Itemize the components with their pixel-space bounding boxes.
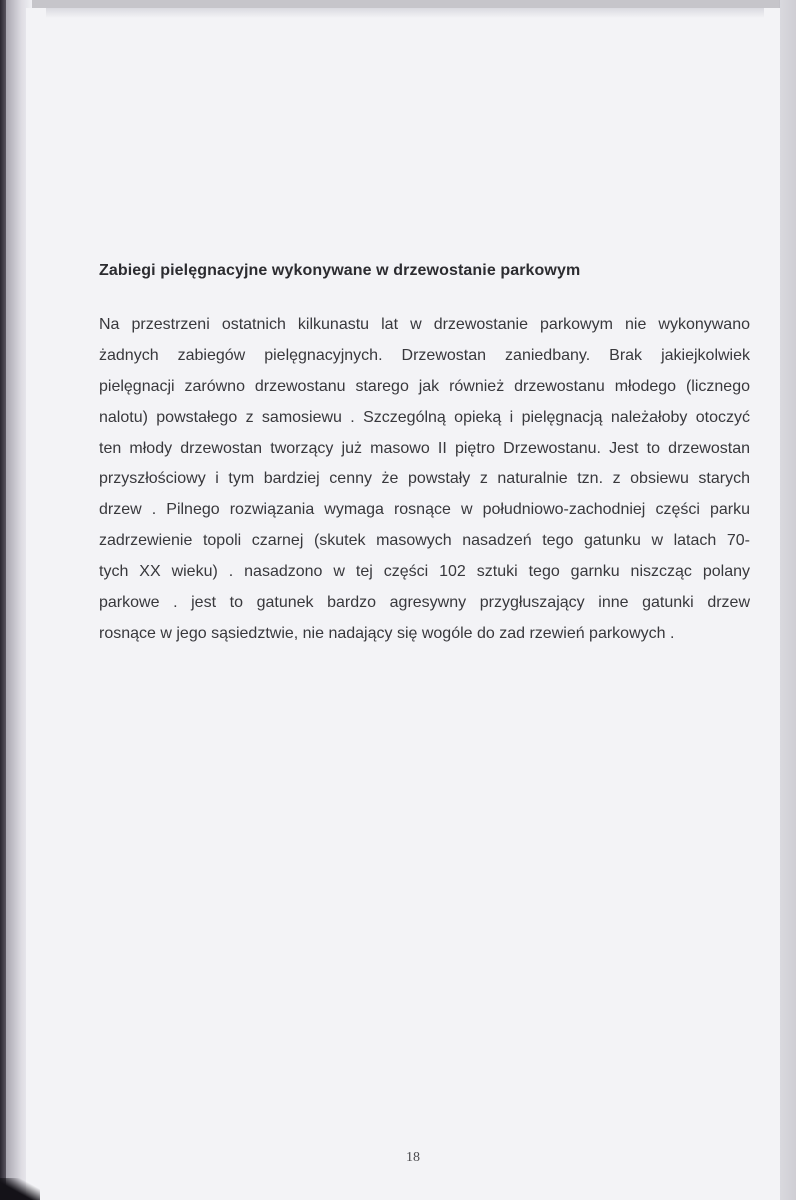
paragraph-line: ten młody drzewostan tworzący już masowo II piętro Drzewostanu. Jest to drzewostan [99,439,750,457]
page-edge-right [779,0,796,1200]
paragraph-line: tych XX wieku) . nasadzono w tej części 102 sztuki tego garnku niszcząc polany [99,563,750,581]
binding-corner [0,1178,40,1200]
section-heading: Zabiegi pielęgnacyjne wykonywane w drzewostanie parkowym [99,262,581,279]
paragraph-line: parkowe . jest to gatunek bardzo agresywny przygłuszający inne gatunki drzew [99,594,750,612]
paragraph-line: zadrzewienie topoli czarnej (skutek masowych nasadzeń tego gatunku w latach 70- [99,532,750,550]
page-number: 18 [406,1150,420,1165]
paragraph-line: przyszłościowy i tym bardziej cenny że powstały z naturalnie tzn. z obsiewu starych [99,470,750,488]
paragraph-line: nalotu) powstałego z samosiewu . Szczególną opieką i pielęgnacją należałoby otoczyć [99,408,750,426]
paragraph-line: drzew . Pilnego rozwiązania wymaga rosnące w południowo-zachodniej części parku [99,501,750,519]
body-paragraph [99,310,750,650]
paragraph-line: rosnące w jego sąsiedztwie, nie nadający się wogóle do zad rzewień parkowych . [99,624,675,642]
paragraph-line: Na przestrzeni ostatnich kilkunastu lat w drzewostanie parkowym nie wykonywano [99,316,750,333]
paragraph-line: pielęgnacji zarówno drzewostanu starego jak również drzewostanu młodego (licznego [99,377,750,395]
page-edge-top [46,8,764,18]
paper-sheet [26,8,780,1200]
paragraph-line: żadnych zabiegów pielęgnacyjnych. Drzewostan zaniedbany. Brak jakiejkolwiek [99,346,750,364]
